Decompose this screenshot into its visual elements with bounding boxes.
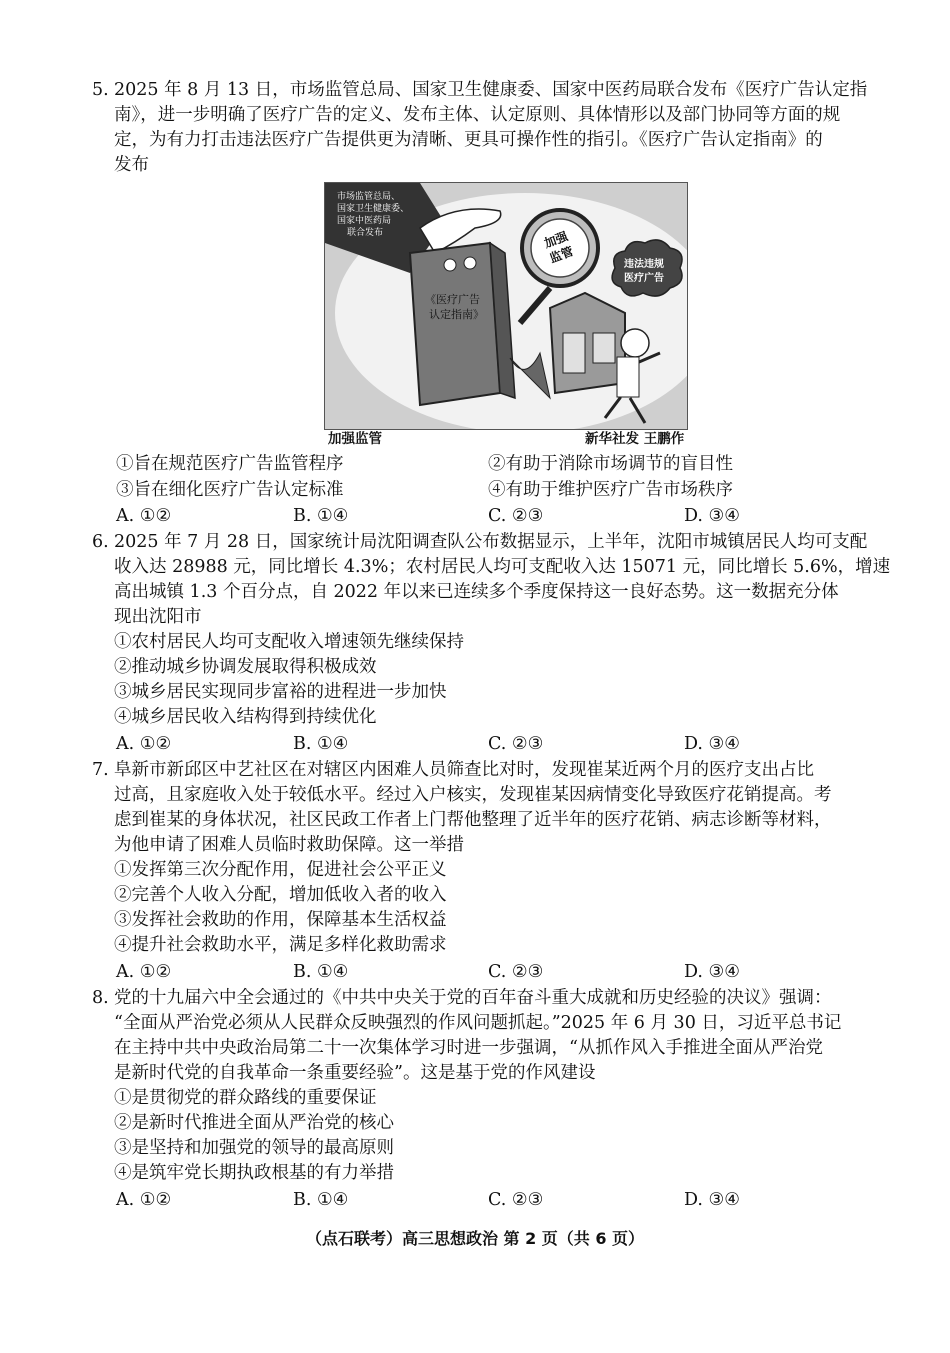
- q7-option-d: D. ③④: [684, 962, 740, 982]
- q7-line-4: 为他申请了困难人员临时救助保障。这一举措: [114, 835, 464, 855]
- q5-line-2: 南》，进一步明确了医疗广告的定义、发布主体、认定原则、具体情形以及部门协同等方面的规: [114, 105, 841, 125]
- q5-line-4: 发布: [114, 155, 149, 175]
- q8-line-3: 在主持中共中央政治局第二十一次集体学习时进一步强调，“从抓作风入手推进全面从严治党: [114, 1038, 823, 1058]
- q7-option-b: B. ①④: [293, 962, 349, 982]
- q6-option-c: C. ②③: [488, 734, 544, 754]
- q6-number: 6.: [92, 532, 109, 552]
- q7-line-2: 过高，且家庭收入处于较低水平。经过入户核实，发现崔某因病情变化导致医疗花销提高。考: [114, 785, 832, 805]
- q5-statement-1: ①旨在规范医疗广告监管程序: [116, 454, 344, 474]
- page-footer: （点石联考）高三思想政治 第 2 页（共 6 页）: [305, 1229, 645, 1248]
- sleeve-text-4: 联合发布: [347, 228, 384, 238]
- q6-line-2: 收入达 28988 元，同比增长 4.3%；农村居民人均可支配收入达 15071 元，同比增长 5.6%，增速: [114, 557, 891, 577]
- q8-option-d: D. ③④: [684, 1190, 740, 1210]
- q5-option-c: C. ②③: [488, 506, 544, 526]
- q8-number: 8.: [92, 988, 109, 1008]
- q5-line-1: 2025 年 8 月 13 日，市场监管总局、国家卫生健康委、国家中医药局联合发布《医疗广告认定指: [114, 80, 868, 100]
- q5-statement-2: ②有助于消除市场调节的盲目性: [488, 454, 733, 474]
- q5-option-b: B. ①④: [293, 506, 349, 526]
- book-text-2: 认定指南》: [429, 308, 484, 321]
- q5-line-3: 定，为有力打击违法医疗广告提供更为清晰、更具可操作性的指引。《医疗广告认定指南》的: [114, 130, 823, 150]
- q6-line-4: 现出沈阳市: [114, 607, 202, 627]
- q6-option-a: A. ①②: [116, 734, 172, 754]
- q8-statement-2: ②是新时代推进全面从严治党的核心: [114, 1113, 394, 1133]
- cartoon-caption-left: 加强监管: [328, 431, 382, 447]
- q8-line-4: 是新时代党的自我革命一条重要经验”。这是基于党的作风建设: [114, 1063, 596, 1083]
- q5-option-a: A. ①②: [116, 506, 172, 526]
- q6-statement-3: ③城乡居民实现同步富裕的进程进一步加快: [114, 682, 447, 702]
- cartoon-drawing: [325, 183, 687, 429]
- q7-line-1: 阜新市新邱区中艺社区在对辖区内困难人员筛查比对时，发现崔某近两个月的医疗支出占比: [114, 760, 814, 780]
- q7-statement-3: ③发挥社会救助的作用，保障基本生活权益: [114, 910, 447, 930]
- q8-statement-4: ④是筑牢党长期执政根基的有力举措: [114, 1163, 394, 1183]
- shop-shape: [550, 293, 625, 393]
- q7-option-c: C. ②③: [488, 962, 544, 982]
- q7-option-a: A. ①②: [116, 962, 172, 982]
- q8-option-a: A. ①②: [116, 1190, 172, 1210]
- sleeve-text-3: 国家中医药局: [337, 216, 392, 226]
- cartoon-illustration: [324, 182, 688, 430]
- q6-statement-1: ①农村居民人均可支配收入增速领先继续保持: [114, 632, 464, 652]
- q5-statement-3: ③旨在细化医疗广告认定标准: [116, 480, 344, 500]
- sleeve-text-2: 国家卫生健康委、: [337, 204, 410, 214]
- q8-line-1: 党的十九届六中全会通过的《中共中央关于党的百年奋斗重大成就和历史经验的决议》强调：: [114, 988, 832, 1008]
- q8-option-c: C. ②③: [488, 1190, 544, 1210]
- q6-option-d: D. ③④: [684, 734, 740, 754]
- magnifier-text-1: 加强: [542, 229, 570, 251]
- book-text-1: 《医疗广告: [425, 293, 480, 306]
- q6-statement-2: ②推动城乡协调发展取得积极成效: [114, 657, 377, 677]
- q8-option-b: B. ①④: [293, 1190, 349, 1210]
- q5-statement-4: ④有助于维护医疗广告市场秩序: [488, 480, 733, 500]
- q6-line-1: 2025 年 7 月 28 日，国家统计局沈阳调查队公布数据显示，上半年，沈阳市城镇居民人均可支配: [114, 532, 868, 552]
- sleeve-text-1: 市场监管总局、: [337, 192, 401, 202]
- q7-line-3: 虑到崔某的身体状况，社区民政工作者上门帮他整理了近半年的医疗花销、病志诊断等材料，: [114, 810, 832, 830]
- q6-line-3: 高出城镇 1.3 个百分点，自 2022 年以来已连续多个季度保持这一良好态势。这一数据充分体: [114, 582, 839, 602]
- q5-option-d: D. ③④: [684, 506, 740, 526]
- q7-number: 7.: [92, 760, 109, 780]
- q8-statement-3: ③是坚持和加强党的领导的最高原则: [114, 1138, 394, 1158]
- q7-statement-2: ②完善个人收入分配，增加低收入者的收入: [114, 885, 447, 905]
- cloud-text-2: 医疗广告: [624, 273, 664, 284]
- q5-number: 5.: [92, 80, 109, 100]
- q8-statement-1: ①是贯彻党的群众路线的重要保证: [114, 1088, 377, 1108]
- cloud-text-1: 违法违规: [624, 259, 664, 270]
- magnifier-text-2: 监管: [547, 244, 576, 266]
- book-shape: [410, 243, 515, 405]
- q7-statement-4: ④提升社会救助水平，满足多样化救助需求: [114, 935, 447, 955]
- q8-line-2: “全面从严治党必须从人民群众反映强烈的作风问题抓起。”2025 年 6 月 30 日，习近平总书记: [114, 1013, 842, 1033]
- q6-statement-4: ④城乡居民收入结构得到持续优化: [114, 707, 377, 727]
- q7-statement-1: ①发挥第三次分配作用，促进社会公平正义: [114, 860, 447, 880]
- q6-option-b: B. ①④: [293, 734, 349, 754]
- cartoon-caption-right: 新华社发 王鹏作: [585, 431, 685, 447]
